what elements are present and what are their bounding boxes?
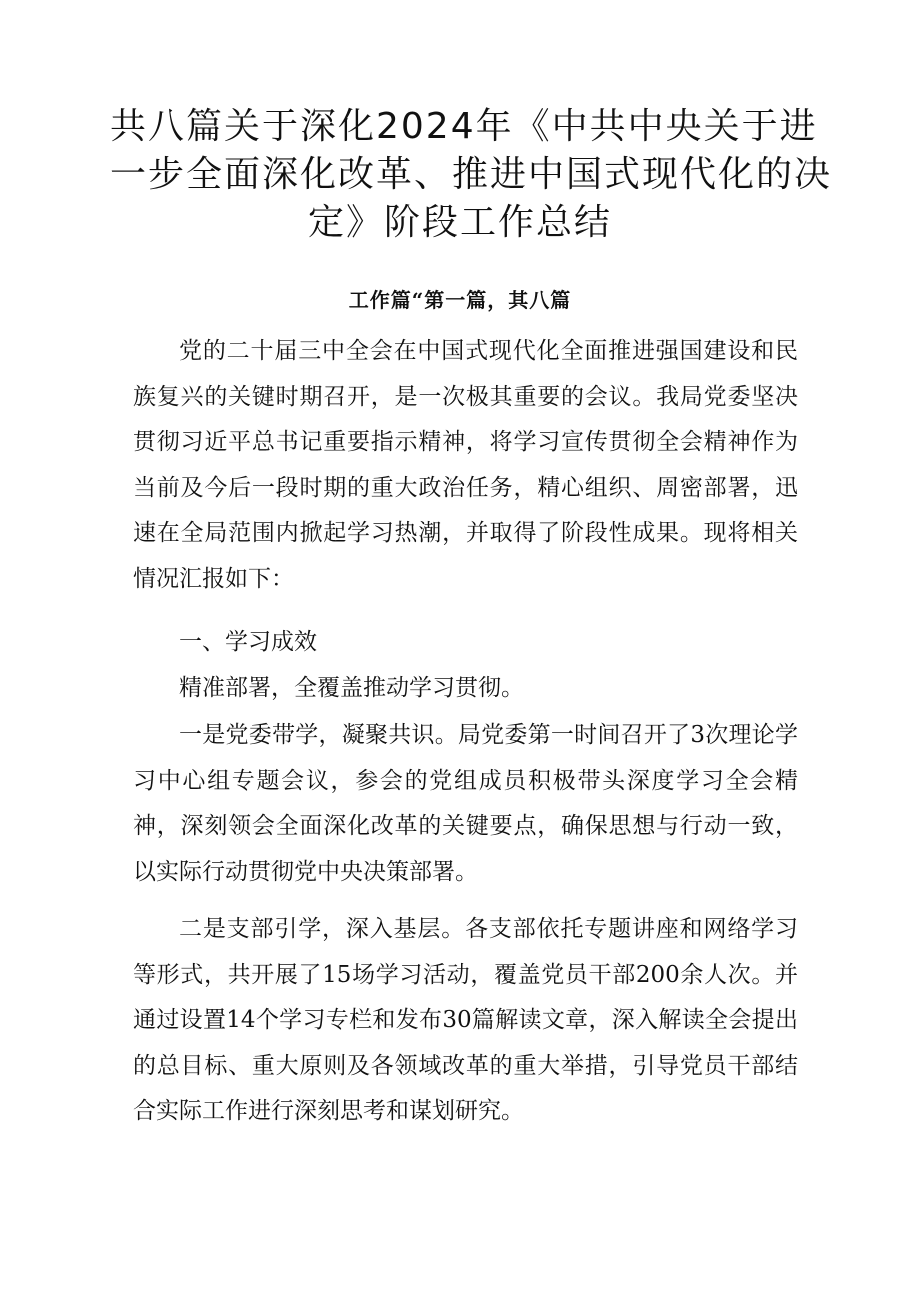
title-line-1: 共八篇关于深化2024年《中共中央关于进 <box>110 106 818 147</box>
document-title <box>110 103 833 247</box>
title-line-2: 一步全面深化改革、推进中国式现代化的决 <box>110 154 833 195</box>
intro-paragraph: 党的二十届三中全会在中国式现代化全面推进强国建设和民族复兴的关键时期召开，是一次极其重要的会议。我局党委坚决贯彻习近平总书记重要指示精神，将学习宣传贯彻全会精神作为当前及今后一段时期的重大政治任务，精心组织、周密部署，迅速在全局范围内掀起学习热潮，并取得了阶段性成果。现将相关情况汇报如下： <box>133 338 798 592</box>
point-one-paragraph: 一是党委带学，凝聚共识。局党委第一时间召开了3次理论学习中心组专题会议，参会的党组成员积极带头深度学习全会精神，深刻领会全面深化改革的关键要点，确保思想与行动一致，以实际行动贯彻党中央决策部署。 <box>133 722 798 885</box>
title-line-3: 定》阶段工作总结 <box>307 202 612 243</box>
document-subtitle: 工作篇“第一篇，其八篇 <box>348 288 572 312</box>
section-heading: 一、学习成效 <box>179 629 317 655</box>
lead-paragraph: 精准部署，全覆盖推动学习贯彻。 <box>179 675 524 701</box>
point-two-paragraph: 二是支部引学，深入基层。各支部依托专题讲座和网络学习等形式，共开展了15场学习活动，覆盖党员干部200余人次。并通过设置14个学习专栏和发布30篇解读文章，深入解读全会提出的总目标、重大原则及各领域改革的重大举措，引导党员干部结合实际工作进行深刻思考和谋划研究。 <box>133 916 798 1124</box>
